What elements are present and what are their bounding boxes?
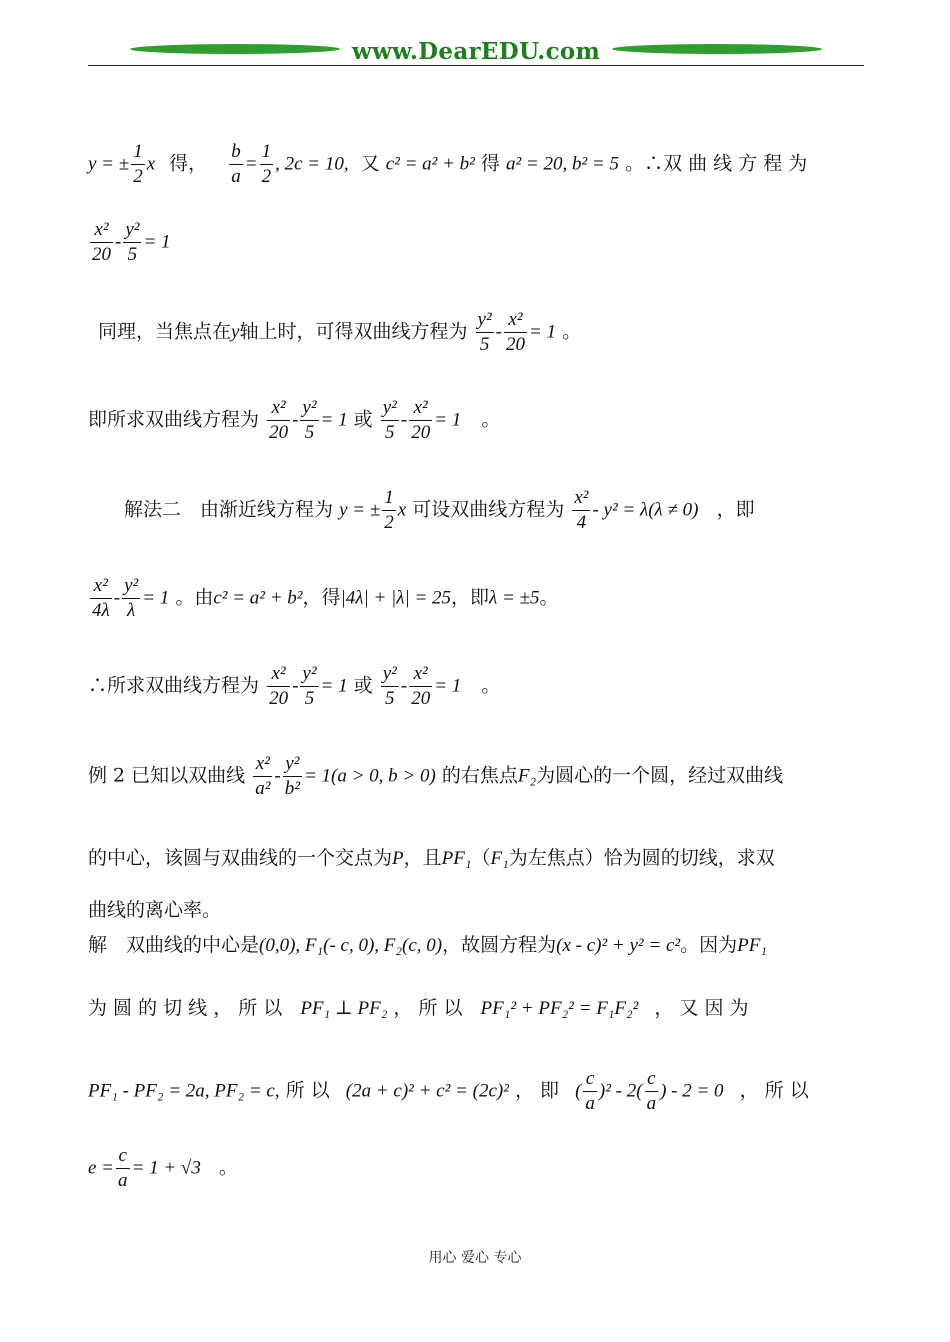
eq-perpendicular: PF₁ ⊥ PF₂ bbox=[300, 998, 388, 1019]
text-circle-center: 为圆心的一个圆，经过双曲线 bbox=[536, 764, 784, 787]
fraction-x2-20-b: $\frac{\text{x²}}{20}$ bbox=[411, 663, 431, 709]
line-1 bbox=[88, 140, 864, 189]
text-de: 得， bbox=[169, 152, 208, 175]
equals: = bbox=[244, 153, 258, 175]
minus: - bbox=[115, 231, 122, 253]
fraction-one-half: $\frac{1}{2}$ bbox=[261, 141, 272, 187]
text-conclusion: 。∴双 曲 线 方 程 为 bbox=[625, 152, 808, 175]
eq-a-b-values: a² = 20, b² = 5 bbox=[505, 153, 620, 175]
text-tangent: 为 圆 的 切 线 ， 所 以 bbox=[88, 997, 283, 1019]
line-5 bbox=[88, 486, 864, 535]
site-logo: www.DearEDU.com bbox=[351, 38, 601, 65]
fraction-x2-20: $\frac{\text{x²}}{20}$ bbox=[269, 663, 289, 709]
text-de-2: 得 bbox=[480, 152, 500, 175]
eq-expansion: (2a + c)² + c² = (2c)² bbox=[345, 1080, 509, 1102]
line-7: ∴所求双曲线方程为 $\frac{\text{x²}}{20}$ - $\frac{\text{y²}}{5}$ = 1 或 $\frac{\text{y²}}{5}$ - $\frac{\text{x²}}{20}$ = 1 。 bbox=[88, 663, 501, 709]
text-paren: （ bbox=[471, 847, 491, 869]
asymptote-lhs: y = ± bbox=[88, 153, 130, 175]
text-circle-eq: ，故圆方程为 bbox=[442, 934, 557, 956]
fraction-x2-a2: $\frac{\text{x²}}{\text{a²}}$ bbox=[255, 753, 271, 799]
text-right-focus: 的右焦点 bbox=[441, 764, 518, 787]
fraction-y2-5-b: $\frac{\text{y²}}{5}$ bbox=[382, 397, 397, 443]
fraction-y2-lambda: $\frac{\text{y²}}{\lambda}$ bbox=[124, 575, 139, 621]
fraction-x2-20-b: $\frac{\text{x²}}{20}$ bbox=[411, 397, 431, 443]
fraction-y2-5: $\frac{\text{y²}}{5}$ bbox=[477, 309, 492, 355]
line-10 bbox=[88, 897, 864, 923]
text-assume: 可设双曲线方程为 bbox=[412, 498, 565, 521]
text-left-focus: 为左焦点）恰为圆的切线，求双 bbox=[508, 847, 775, 869]
fraction-x2-4lambda: $\frac{\text{x²}}{4\lambda}$ bbox=[92, 575, 110, 621]
text-you: 。由 bbox=[175, 586, 214, 609]
line-9 bbox=[88, 845, 864, 872]
var-x: x bbox=[397, 499, 407, 521]
asymptote-x: x bbox=[146, 153, 156, 175]
var-PF1: PF₁ bbox=[441, 848, 472, 869]
fraction-c-over-a-2: $\frac{c}{a}$ bbox=[646, 1068, 657, 1114]
equals-one: = 1 bbox=[142, 587, 170, 609]
text-suoyi: ， 所 以 bbox=[393, 997, 463, 1019]
fraction-c-over-a: $\frac{c}{a}$ bbox=[585, 1068, 595, 1114]
text-center-intersection: 的中心，该圆与双曲线的一个交点为 bbox=[88, 847, 393, 869]
line-2 bbox=[88, 218, 864, 267]
line-6: $\frac{\text{x²}}{4\lambda}$ - $\frac{\text{y²}}{\lambda}$ = 1 。由c² = a² + b²，得|4λ| + |λ| = 25，即λ = ±5。 bbox=[92, 575, 559, 621]
eq-difference: PF₁ - PF₂ = 2a, PF₂ = c, bbox=[88, 1080, 280, 1102]
eq-middle: )² - 2( bbox=[598, 1080, 643, 1102]
text-qie: ，且 bbox=[403, 847, 442, 869]
fraction-c-over-a: $\frac{c}{a}$ bbox=[118, 1145, 128, 1191]
eq-condition: = 1(a > 0, b > 0) bbox=[303, 765, 436, 787]
fraction-half: $\frac{1}{2}$ bbox=[133, 141, 143, 187]
eq-end: ) - 2 = 0 bbox=[660, 1080, 724, 1102]
asymptote-lhs: y = ± bbox=[339, 499, 381, 521]
line-11 bbox=[88, 932, 864, 959]
eq-pythagoras: PF₁² + PF₂² = F₁F₂² bbox=[480, 998, 639, 1019]
eq-2c: , 2c = 10, bbox=[275, 153, 349, 175]
text-because: 。因为 bbox=[680, 934, 738, 956]
var-e: e = bbox=[88, 1157, 115, 1179]
line-4: 即所求双曲线方程为 $\frac{\text{x²}}{20}$ - $\frac{\text{y²}}{5}$ = 1 或 $\frac{\text{y²}}{5}$ - $\frac{\text{x²}}{20}$ = 1 。 bbox=[88, 397, 501, 443]
text-method-two: 解法二 由渐近线方程为 bbox=[124, 498, 334, 521]
header-rule bbox=[88, 65, 864, 66]
page-footer: 用心 爱心 专心 bbox=[428, 1250, 522, 1266]
period: 。 bbox=[218, 1156, 238, 1179]
eq-abs: |4λ| + |λ| = 25 bbox=[340, 587, 452, 609]
text-suoyi: 所 以 bbox=[285, 1079, 330, 1102]
page-header bbox=[88, 30, 864, 70]
fraction-x2-4: $\frac{\text{x²}}{4}$ bbox=[574, 487, 589, 533]
fraction-half: $\frac{1}{2}$ bbox=[384, 487, 394, 533]
eq-circle: (x - c)² + y² = c² bbox=[556, 935, 681, 956]
fraction-b-over-a: $\frac{b}{a}$ bbox=[231, 141, 241, 187]
text-or: 或 bbox=[353, 674, 373, 697]
fraction-y2-5-b: $\frac{\text{y²}}{5}$ bbox=[382, 663, 397, 709]
fraction-y2-5: $\frac{\text{y²}}{5}$ bbox=[125, 219, 140, 265]
fraction-x2-20: $\frac{\text{x²}}{20}$ bbox=[92, 219, 111, 265]
eq-c-squared: c² = a² + b² bbox=[385, 153, 475, 175]
fraction-y2-b2: $\frac{\text{y²}}{\text{b²}}$ bbox=[284, 753, 300, 799]
line-3: 同理，当焦点在y轴上时，可得双曲线方程为 $\frac{\text{y²}}{5}$ - $\frac{\text{x²}}{20}$ = 1 。 bbox=[98, 309, 582, 355]
var-y: y bbox=[231, 321, 240, 343]
text-ji: ， 即 bbox=[514, 1079, 560, 1102]
var-F1: F₁ bbox=[490, 848, 509, 869]
period: 。 bbox=[481, 408, 501, 431]
text-therefore-answer: ∴所求双曲线方程为 bbox=[88, 674, 260, 697]
paren-open: ( bbox=[575, 1080, 582, 1102]
var-PF1: PF₁ bbox=[737, 935, 767, 956]
fraction-x2-20: $\frac{\text{x²}}{20}$ bbox=[505, 309, 525, 355]
text-ji: ，即 bbox=[451, 586, 490, 609]
var-F2: F₂ bbox=[517, 765, 537, 787]
eq-points: (0,0), F₁(- c, 0), F₂(c, 0) bbox=[259, 935, 443, 956]
text-suoyi-2: ， 所 以 bbox=[739, 1079, 809, 1102]
eq-lambda-value: λ = ±5 bbox=[489, 587, 540, 609]
text-example-2: 例 2 已知以双曲线 bbox=[88, 764, 246, 787]
line-8: 例 2 已知以双曲线 $\frac{\text{x²}}{\text{a²}}$ - $\frac{\text{y²}}{\text{b²}}$ = 1(a > 0, b > 0) 的右焦点F₂为圆心的一个圆，经过双曲线 bbox=[88, 753, 784, 799]
text-de: ，得 bbox=[302, 586, 341, 609]
fraction-x2-20: $\frac{\text{x²}}{20}$ bbox=[269, 397, 289, 443]
text-eccentricity: 曲线的离心率。 bbox=[88, 899, 222, 921]
equals-one: = 1 bbox=[528, 321, 557, 343]
var-P: P bbox=[392, 848, 404, 869]
text-you: 又 bbox=[360, 152, 380, 175]
line-12 bbox=[88, 995, 864, 1022]
eq-eccentricity: = 1 + √3 bbox=[131, 1157, 201, 1179]
text-or: 或 bbox=[353, 408, 373, 431]
eq-lambda: - y² = λ(λ ≠ 0) bbox=[592, 499, 699, 521]
text-y-axis: 轴上时，可得双曲线方程为 bbox=[239, 320, 468, 343]
text-answer: 即所求双曲线方程为 bbox=[88, 408, 260, 431]
fraction-y2-5: $\frac{\text{y²}}{5}$ bbox=[302, 663, 317, 709]
line-14 bbox=[88, 1144, 864, 1193]
period: 。 bbox=[562, 320, 582, 343]
fraction-y2-5: $\frac{\text{y²}}{5}$ bbox=[302, 397, 317, 443]
text-youyinwei: ， 又 因 为 bbox=[654, 997, 749, 1019]
period: 。 bbox=[481, 674, 501, 697]
text-tongli: 同理，当焦点在 bbox=[98, 320, 232, 343]
period: 。 bbox=[539, 586, 559, 609]
eq-c-squared: c² = a² + b² bbox=[213, 587, 303, 609]
text-solution: 解 双曲线的中心是 bbox=[88, 934, 260, 956]
equals-one: = 1 bbox=[143, 231, 171, 253]
text-ji: ，即 bbox=[716, 498, 755, 521]
line-13 bbox=[88, 1067, 864, 1116]
